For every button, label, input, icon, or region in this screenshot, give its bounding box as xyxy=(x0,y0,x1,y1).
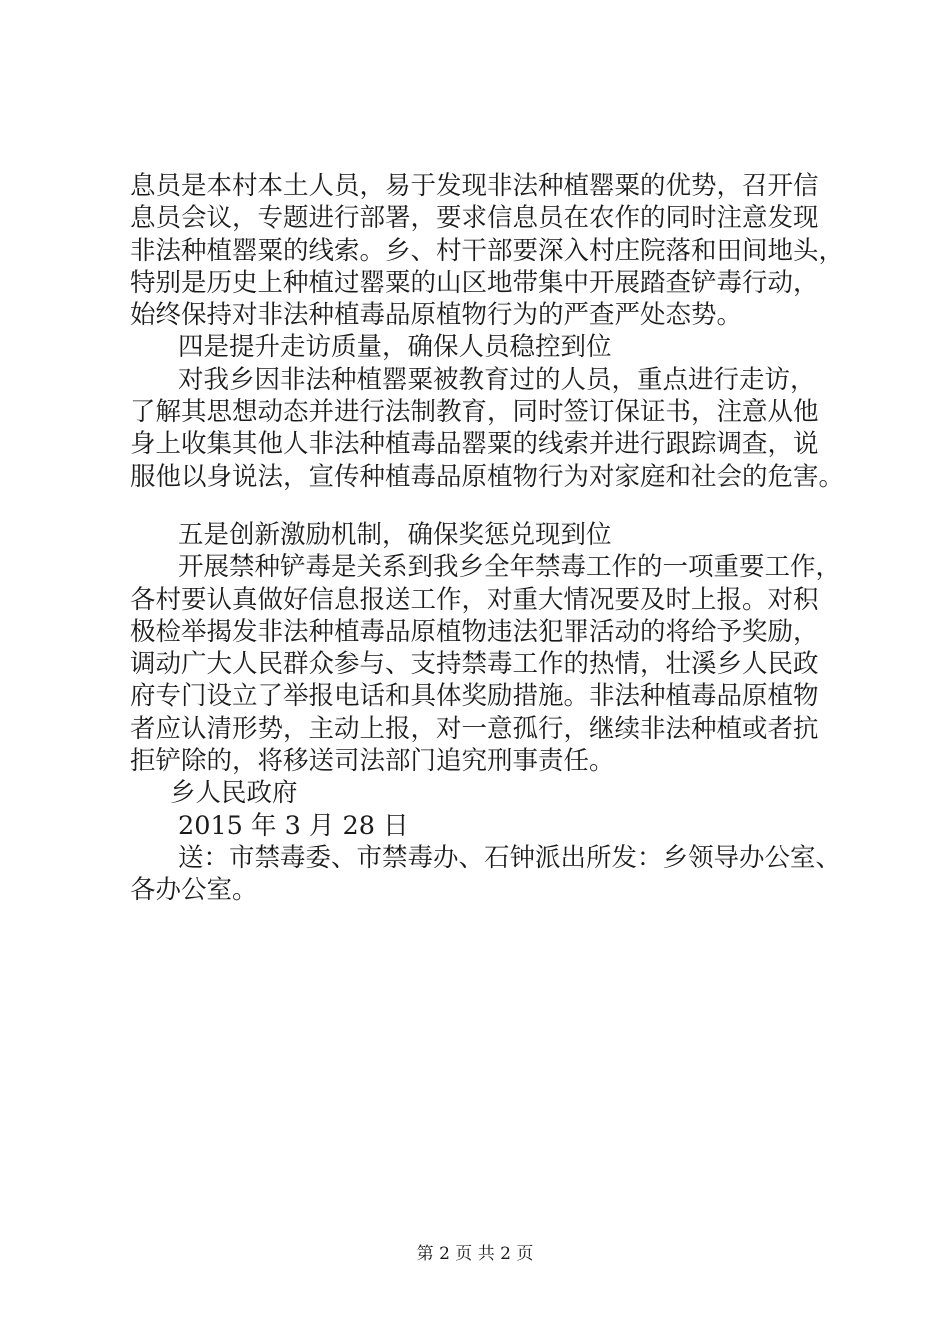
date: 2015 年 3 月 28 日 xyxy=(178,810,409,841)
section-heading-4: 四是提升走访质量，确保人员稳控到位 xyxy=(178,332,612,363)
paragraph-gap xyxy=(130,493,850,519)
signature: 乡人民政府 xyxy=(170,778,298,809)
body-line: 服他以身说法，宣传种植毒品原植物行为对家庭和社会的危害。 xyxy=(130,461,845,492)
body-line: 拒铲除的，将移送司法部门追究刑事责任。 xyxy=(130,746,615,777)
body-line: 身上收集其他人非法种植毒品罂粟的线索并进行跟踪调查，说 xyxy=(130,429,819,460)
body-line: 特别是历史上种植过罂粟的山区地带集中开展踏查铲毒行动， xyxy=(130,267,819,298)
page-number: 第 2 页 共 2 页 xyxy=(416,1244,534,1264)
body-line: 始终保持对非法种植毒品原植物行为的严查严处态势。 xyxy=(130,300,743,331)
body-line: 非法种植罂粟的线索。乡、村干部要深入村庄院落和田间地头， xyxy=(130,235,845,266)
document-body xyxy=(130,170,850,907)
body-line: 极检举揭发非法种植毒品原植物违法犯罪活动的将给予奖励， xyxy=(130,616,819,647)
body-line: 府专门设立了举报电话和具体奖励措施。非法种植毒品原植物 xyxy=(130,681,819,712)
body-line: 对我乡因非法种植罂粟被教育过的人员，重点进行走访， xyxy=(178,364,816,395)
body-line: 者应认清形势，主动上报，对一意孤行，继续非法种植或者抗 xyxy=(130,713,819,744)
body-line: 息员是本村本土人员，易于发现非法种植罂粟的优势，召开信 xyxy=(130,171,819,201)
body-line: 息员会议，专题进行部署，要求信息员在农作的同时注意发现 xyxy=(130,203,819,234)
body-line: 各村要认真做好信息报送工作，对重大情况要及时上报。对积 xyxy=(130,584,819,615)
body-line: 开展禁种铲毒是关系到我乡全年禁毒工作的一项重要工作， xyxy=(178,552,842,583)
distribution-line: 送：市禁毒委、市禁毒办、石钟派出所发：乡领导办公室、 xyxy=(178,842,842,873)
body-line: 了解其思想动态并进行法制教育，同时签订保证书，注意从他 xyxy=(130,397,819,428)
distribution-line: 各办公室。 xyxy=(130,875,258,906)
body-line: 调动广大人民群众参与、支持禁毒工作的热情，壮溪乡人民政 xyxy=(130,649,819,680)
section-heading-5: 五是创新激励机制，确保奖惩兑现到位 xyxy=(178,519,612,550)
